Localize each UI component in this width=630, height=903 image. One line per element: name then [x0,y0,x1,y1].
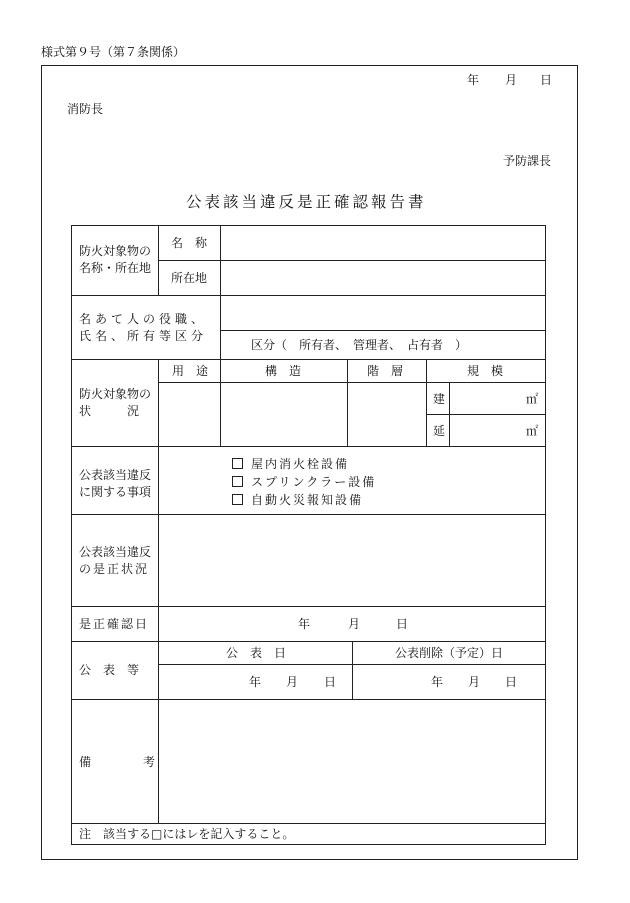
option-fire-alarm-label: 自動火災報知設備 [251,493,364,507]
location-label: 所在地 [171,271,208,285]
floor-unit: ㎡ [526,424,539,438]
remarks-label-left: 備 [79,755,92,769]
header-date-year: 年 [467,73,480,87]
checkbox-sprinkler[interactable] [232,476,243,487]
name-label: 名 称 [171,236,208,250]
checkbox-fire-alarm[interactable] [232,494,243,505]
header-date-day: 日 [540,73,553,87]
status-label-line2: 状 況 [79,404,140,418]
option-fire-alarm[interactable] [232,494,363,506]
col-removal-date: 公表削除（予定）日 [395,646,504,660]
violation-label-line1: 公表該当違反 [79,468,152,482]
correction-label-line2: の是正状況 [79,562,150,576]
removal-date-year: 年 [431,675,444,689]
col-pub-date: 公 表 日 [226,646,287,660]
sender: 予防課長 [503,154,552,168]
pub-date-month: 月 [286,675,299,689]
checkbox-hydrant[interactable] [232,458,243,469]
building-label: 建 [433,392,446,406]
addressee-field[interactable] [221,296,545,329]
pub-date-day: 日 [324,675,337,689]
option-hydrant[interactable] [232,458,349,470]
col-structure: 構 造 [265,364,302,378]
col-scale: 規 模 [467,364,504,378]
col-usage: 用 途 [172,364,209,378]
publication-label: 公 表 等 [79,663,140,677]
note: 注 該当する□にはレを記入すること。 [79,827,295,841]
correction-label-line1: 公表該当違反 [79,545,152,559]
option-sprinkler[interactable] [232,476,376,488]
floor-label: 延 [433,424,446,438]
building-unit: ㎡ [526,392,539,406]
correction-date-day: 日 [396,617,409,631]
classification-text: 区分（ 所有者、 管理者、 占有者 ） [251,338,468,352]
name-field[interactable] [221,226,545,259]
object-label-line2: 名称・所在地 [79,261,152,275]
header-date-month: 月 [505,73,518,87]
location-field[interactable] [221,261,545,294]
pub-date-year: 年 [249,675,262,689]
removal-date-day: 日 [505,675,518,689]
violation-label-line2: に関する事項 [79,485,152,499]
remarks-label-right: 考 [143,755,156,769]
addressee-label-line2: 氏名、所有等区分 [79,329,208,343]
status-label-line1: 防火対象物の [79,387,152,401]
correction-date-label: 是正確認日 [79,617,150,631]
option-sprinkler-label: スプリンクラー設備 [251,475,377,489]
correction-date-year: 年 [298,617,311,631]
addressee: 消防長 [67,102,104,116]
remarks-field[interactable] [159,700,545,822]
object-label-line1: 防火対象物の [79,244,152,258]
removal-date-month: 月 [468,675,481,689]
correction-status-field[interactable] [159,515,545,605]
addressee-label-line1: 名あて人の役職、 [79,312,208,326]
form-number: 様式第９号（第７条関係） [41,45,186,59]
document-title: 公表該当違反是正確認報告書 [186,193,427,211]
option-hydrant-label: 屋内消火栓設備 [251,457,350,471]
correction-date-month: 月 [348,617,361,631]
col-floors: 階 層 [367,364,404,378]
